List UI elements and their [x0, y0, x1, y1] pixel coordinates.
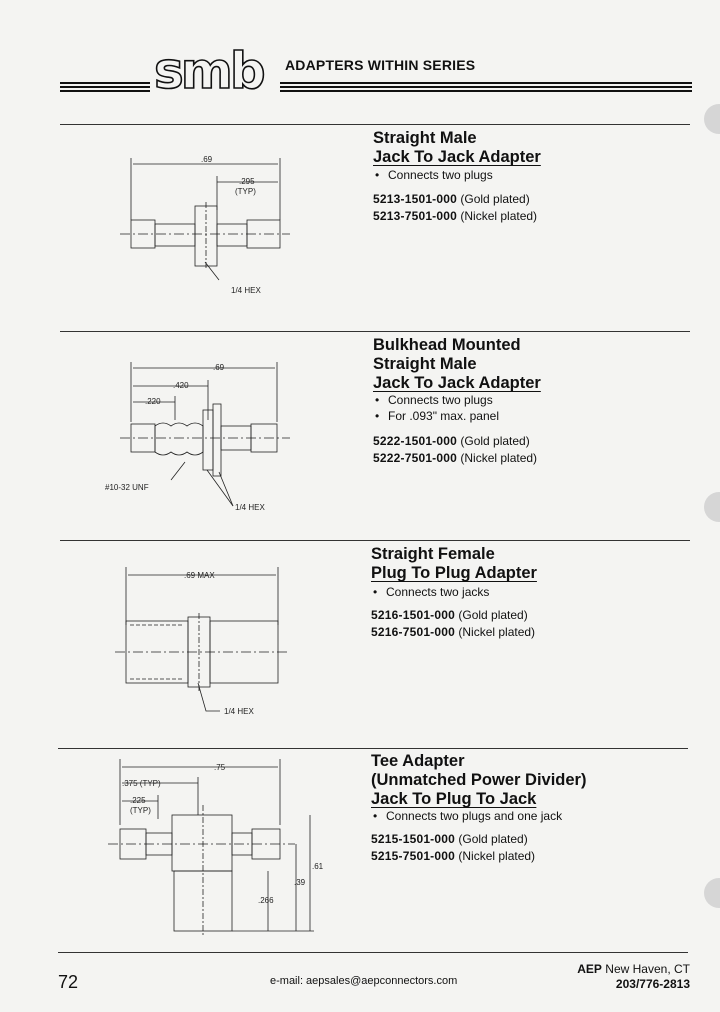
svg-text:1/4 HEX: 1/4 HEX — [235, 503, 265, 512]
adapter-drawing — [110, 565, 290, 720]
svg-text:#10-32 UNF: #10-32 UNF — [105, 483, 149, 492]
company-location: New Haven, CT — [605, 962, 690, 976]
svg-text:1/4 HEX: 1/4 HEX — [224, 707, 254, 716]
smb-logo — [150, 40, 280, 104]
svg-text:.69: .69 — [201, 155, 213, 164]
binder-hole — [704, 878, 720, 908]
page-number: 72 — [58, 972, 79, 992]
section-title: Straight Male Jack To Jack Adapter — [373, 129, 541, 166]
company-name: AEP — [577, 962, 602, 976]
section-title: Bulkhead Mounted Straight Male Jack To Jack Adapter — [373, 336, 541, 392]
svg-text:.61: .61 — [312, 862, 324, 871]
section-divider — [60, 540, 690, 541]
part-list: 5215-1501-000 (Gold plated) 5215-7501-000 (Nickel plated) — [371, 832, 536, 863]
svg-text:.266: .266 — [258, 896, 274, 905]
part-list: 5213-1501-000 (Gold plated) 5213-7501-000 (Nickel plated) — [373, 192, 538, 223]
svg-text:.420: .420 — [173, 381, 189, 390]
svg-text:smb: smb — [154, 42, 263, 100]
svg-text:.220: .220 — [145, 397, 161, 406]
svg-text:.295: .295 — [239, 177, 255, 186]
bullet-list: • Connects two plugs and one jack — [373, 808, 562, 824]
footer-contact — [577, 962, 690, 992]
binder-hole — [704, 104, 720, 134]
svg-text:.39: .39 — [294, 878, 306, 887]
section-title: Straight Female Plug To Plug Adapter — [371, 545, 537, 582]
svg-text:.225: .225 — [130, 796, 146, 805]
svg-text:.375 (TYP): .375 (TYP) — [122, 779, 161, 788]
part-list: 5216-1501-000 (Gold plated) 5216-7501-000 (Nickel plated) — [371, 608, 536, 639]
header-title: ADAPTERS WITHIN SERIES — [285, 57, 476, 73]
bullet-list: • Connects two plugs — [375, 167, 493, 183]
footer-rule — [58, 952, 688, 953]
section-divider — [60, 331, 690, 332]
svg-text:.75: .75 — [214, 763, 226, 772]
bullet-list: • Connects two plugs • For .093" max. panel — [375, 392, 499, 424]
company-phone: 203/776-2813 — [615, 977, 690, 991]
section-divider — [58, 748, 688, 749]
binder-hole — [704, 492, 720, 522]
svg-text:.69: .69 — [213, 363, 225, 372]
bullet-list: • Connects two jacks — [373, 584, 489, 600]
section-title: Tee Adapter (Unmatched Power Divider) Jack To Plug To Jack — [371, 752, 587, 808]
svg-text:(TYP): (TYP) — [130, 806, 151, 815]
svg-text:(TYP): (TYP) — [235, 187, 256, 196]
adapter-drawing — [105, 360, 295, 520]
adapter-drawing — [100, 755, 330, 940]
adapter-drawing — [115, 150, 295, 300]
svg-text:.69 MAX: .69 MAX — [184, 571, 215, 580]
part-list: 5222-1501-000 (Gold plated) 5222-7501-000 (Nickel plated) — [373, 434, 538, 465]
footer-email: e-mail: aepsales@aepconnectors.com — [270, 975, 458, 987]
svg-text:1/4 HEX: 1/4 HEX — [231, 286, 261, 295]
section-divider — [60, 124, 690, 125]
